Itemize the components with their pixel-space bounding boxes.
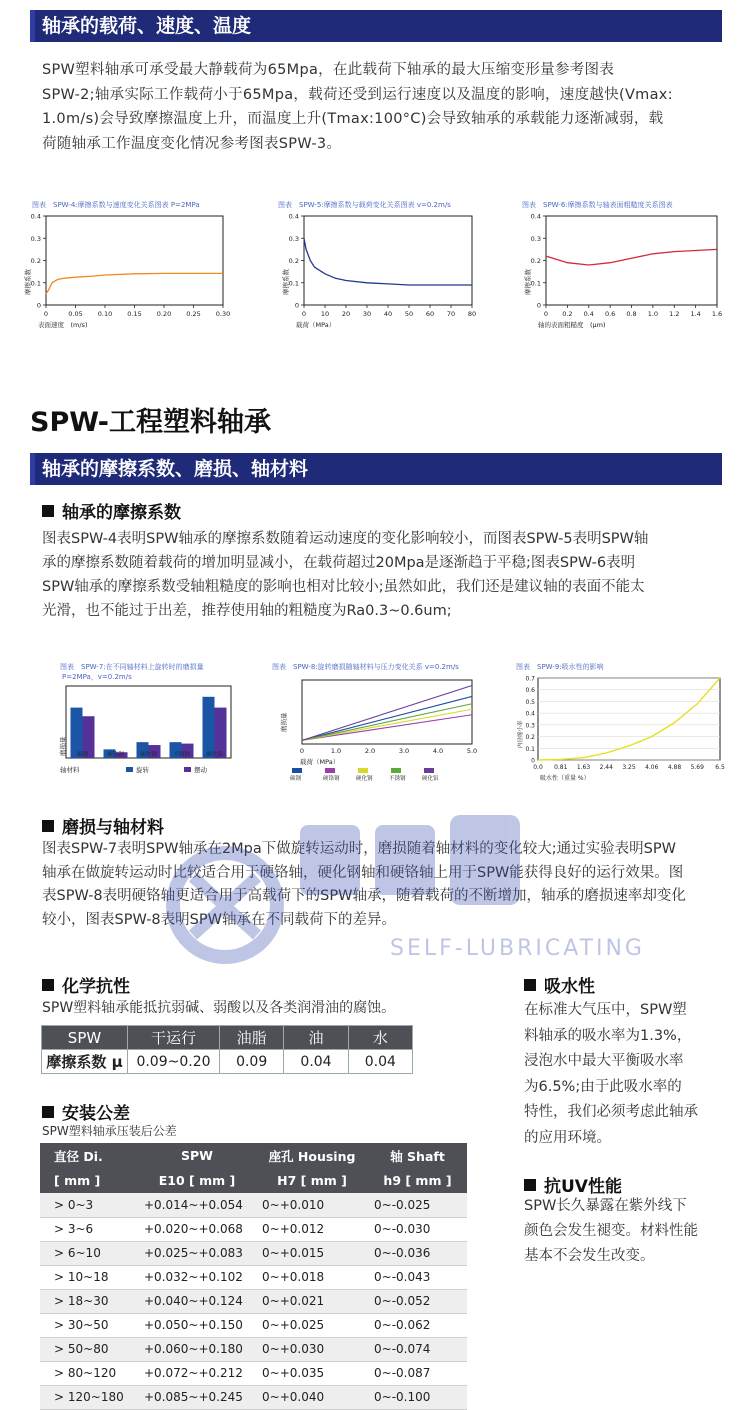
x-tick-label: 0.15 <box>127 310 142 318</box>
legend-label: 硬化钢 <box>356 776 373 782</box>
header-cell: 水 <box>348 1026 412 1050</box>
x-tick-label: 70 <box>446 310 456 318</box>
table-cell: 0~-0.062 <box>368 1313 467 1337</box>
text-line: 基本不会发生改变。 <box>524 1248 655 1264</box>
table-cell: 0~+0.012 <box>256 1217 368 1241</box>
y-tick-label: 0.2 <box>525 734 535 742</box>
intro-paragraph <box>42 58 722 156</box>
subheading-water <box>524 972 595 997</box>
plot-frame <box>46 216 223 305</box>
text-line: 浸泡水中最大平衡吸水率 <box>524 1053 684 1069</box>
chart-spw-7-plot <box>60 682 255 782</box>
chart-subtitle: P=2MPa，v=0.2m/s <box>62 673 132 681</box>
text-line: 的应用环境。 <box>524 1129 611 1146</box>
table-cell: 0.04 <box>348 1050 412 1074</box>
legend-label: 不锈钢 <box>389 776 406 782</box>
text-line: SPW塑料轴承可承受最大静载荷为65Mpa，在此载荷下轴承的最大压缩变形量参考图表 <box>42 62 615 78</box>
y-tick-label: 0 <box>36 301 41 310</box>
table-cell: 0~+0.025 <box>256 1313 368 1337</box>
header-cell: E10 [ mm ] <box>138 1168 256 1193</box>
text-line: 颜色会发生褪变。材料性能 <box>524 1223 698 1239</box>
x-tick-label: 0.4 <box>583 310 594 318</box>
x-tick-label: 1.63 <box>576 764 591 771</box>
chart-title: 图表 SPW-6:摩擦系数与轴表面粗糙度关系图表 <box>522 201 673 209</box>
chart-spw-8 <box>272 662 482 792</box>
x-tick-label: 0 <box>543 310 549 318</box>
subheading-label: 磨损与轴材料 <box>62 818 164 838</box>
x-tick-label: 0 <box>299 747 305 755</box>
table-cell: +0.050~+0.150 <box>138 1313 256 1337</box>
text-line: SPW长久暴露在紫外线下 <box>524 1198 687 1214</box>
bar-rotate <box>203 697 215 758</box>
x-tick-label: 0 <box>301 310 307 318</box>
subheading-label: 安装公差 <box>62 1104 130 1124</box>
table-cell: > 120~180 <box>40 1385 138 1409</box>
y-axis-label: 摩擦系数 <box>524 269 532 295</box>
wear-paragraph <box>42 838 722 932</box>
table-cell: +0.025~+0.083 <box>138 1241 256 1265</box>
subheading-friction <box>42 498 181 523</box>
table-row <box>40 1265 467 1289</box>
table-cell: 0~+0.010 <box>256 1193 368 1217</box>
y-axis-label: 内径缩小率 <box>518 720 524 748</box>
legend-swatch <box>358 768 368 773</box>
x-tick-label: 4.88 <box>667 764 682 771</box>
table-cell: 0~+0.030 <box>256 1337 368 1361</box>
subheading-tolerance <box>42 1099 130 1124</box>
uv-paragraph <box>524 1194 724 1269</box>
subheading-label: 轴承的摩擦系数 <box>62 503 181 523</box>
y-axis-label: 摩擦系数 <box>24 269 32 295</box>
x-tick-label: 0 <box>43 310 49 318</box>
plot-frame <box>538 678 720 760</box>
x-tick-label: 40 <box>383 310 393 318</box>
header-cell: SPW <box>42 1026 128 1050</box>
table-cell: 0.09 <box>220 1050 284 1074</box>
table-cell: +0.060~+0.180 <box>138 1337 256 1361</box>
table-cell: +0.040~+0.124 <box>138 1289 256 1313</box>
header-cell: 油脂 <box>220 1026 284 1050</box>
table-cell: > 50~80 <box>40 1337 138 1361</box>
x-tick-label: 0.20 <box>156 310 172 318</box>
table-cell: > 3~6 <box>40 1217 138 1241</box>
text-line: 为6.5%;由于此吸水率的 <box>524 1078 682 1095</box>
water-paragraph <box>524 998 724 1151</box>
bar-swing <box>215 708 227 758</box>
chart-title: 图表 SPW-9:吸水性的影响 <box>516 663 604 671</box>
text-line: 在标准大气压中，SPW塑 <box>524 1002 687 1018</box>
y-tick-label: 0.2 <box>288 257 299 265</box>
x-tick-label: 5.0 <box>466 747 478 755</box>
chart-spw-4-plot <box>24 211 237 336</box>
y-tick-label: 0.1 <box>288 279 299 288</box>
table-cell: 0~+0.035 <box>256 1361 368 1385</box>
text-line: 承的摩擦系数随着载荷的增加明显减小，在载荷超过20Mpa是逐渐趋于平稳;图表SPW-6表明 <box>42 555 636 571</box>
x-tick-label: 0.05 <box>68 310 83 318</box>
x-tick-label: 1.2 <box>669 310 680 318</box>
header-cell: 干运行 <box>128 1026 220 1050</box>
y-tick-label: 0.5 <box>525 698 535 706</box>
table-cell: 0~+0.021 <box>256 1289 368 1313</box>
text-line: 轴承在做旋转运动时比较适合用于硬铬轴，硬化钢轴和硬铬轴上用于SPW能获得良好的运行效果。图 <box>42 864 684 881</box>
x-axis-label: 轴材料 <box>60 766 80 774</box>
table-cell: 0~-0.100 <box>368 1385 467 1409</box>
text-line: SPW轴承的摩擦系数受轴粗糙度的影响也相对比较小;虽然如此，我们还是建议轴的表面不能太 <box>42 579 645 595</box>
table-cell: 0~-0.025 <box>368 1193 467 1217</box>
x-tick-label: 80 <box>467 310 477 318</box>
category-label: 碳钢 <box>76 752 89 758</box>
table-cell: +0.085~+0.245 <box>138 1385 256 1409</box>
y-tick-label: 0.2 <box>30 257 41 265</box>
text-line: 荷随轴承工作温度变化情况参考图表SPW-3。 <box>42 135 342 152</box>
watermark-text: SELF-LUBRICATING <box>390 936 645 961</box>
table-header-row <box>42 1026 413 1050</box>
table-cell: > 0~3 <box>40 1193 138 1217</box>
x-tick-label: 30 <box>362 310 372 318</box>
legend-label: 硬化铝 <box>422 776 439 782</box>
x-axis-label: 载荷（MPa） <box>300 758 340 766</box>
y-tick-label: 0.3 <box>530 234 541 243</box>
table-row <box>40 1193 467 1217</box>
x-tick-label: 0.6 <box>604 310 616 318</box>
chart-title: 图表 SPW-8:旋转磨损随轴材料与压力变化关系 v=0.2m/s <box>272 663 459 671</box>
x-tick-label: 20 <box>341 310 351 318</box>
x-tick-label: 0.10 <box>97 310 113 318</box>
x-tick-label: 0.0 <box>533 764 543 771</box>
x-tick-label: 50 <box>404 310 414 318</box>
legend-label-rotate: 旋转 <box>136 766 149 774</box>
y-tick-label: 0.4 <box>288 212 299 221</box>
header-cell: 油 <box>284 1026 348 1050</box>
header-cell: SPW <box>138 1143 256 1168</box>
x-tick-label: 1.0 <box>330 747 342 755</box>
header-cell: h9 [ mm ] <box>368 1168 467 1193</box>
text-line: 特性，我们必须考虑此轴承 <box>524 1104 698 1120</box>
table-cell: +0.014~+0.054 <box>138 1193 256 1217</box>
table-row <box>42 1050 413 1074</box>
legend-label-swing: 摆动 <box>194 766 207 774</box>
y-tick-label: 0.3 <box>288 234 299 243</box>
category-label: 硬化钢 <box>140 752 157 758</box>
section-header-load-speed-temp: 轴承的载荷、速度、温度 <box>30 10 722 42</box>
y-axis-label: 摩擦系数 <box>282 269 290 295</box>
table-row <box>40 1217 467 1241</box>
legend-label: 碳钢 <box>290 776 302 782</box>
x-tick-label: 5.69 <box>690 764 704 771</box>
y-tick-label: 0.3 <box>30 234 41 243</box>
table-cell: 0~-0.043 <box>368 1265 467 1289</box>
text-line: 图表SPW-7表明SPW轴承在2Mpa下做旋转运动时，磨损随着轴材料的变化较大;通过实验表明SPW <box>42 841 676 857</box>
x-axis-label: 轴的表面粗糙度 (μm) <box>538 321 606 329</box>
subheading-label: 抗UV性能 <box>544 1177 622 1197</box>
subheading-wear <box>42 813 164 838</box>
chart-spw-9 <box>516 662 728 790</box>
x-tick-label: 6.5 <box>715 764 725 771</box>
table-cell: > 80~120 <box>40 1361 138 1385</box>
chart-spw-6 <box>522 200 727 335</box>
y-axis-label: 磨损量 <box>59 736 67 756</box>
table-header-row <box>40 1168 467 1193</box>
x-tick-label: 4.06 <box>645 764 659 771</box>
subheading-label: 化学抗性 <box>62 977 130 997</box>
legend-label: 硬铬钢 <box>323 776 340 782</box>
x-tick-label: 1.0 <box>647 310 659 318</box>
x-tick-label: 3.25 <box>622 764 636 771</box>
text-line: 较小，图表SPW-8表明SPW轴承在不同载荷下的差异。 <box>42 911 396 928</box>
y-tick-label: 0.4 <box>525 710 535 718</box>
x-tick-label: 2.44 <box>599 764 613 771</box>
x-tick-label: 60 <box>425 310 435 318</box>
y-tick-label: 0.6 <box>525 687 535 695</box>
table-header-row <box>40 1143 467 1168</box>
text-line: SPW-2;轴承实际工作载荷小于65Mpa，载荷还受到运行速度以及温度的影响，速度越快(Vmax: <box>42 86 673 103</box>
plot-frame <box>304 216 472 305</box>
friction-paragraph <box>42 527 722 623</box>
header-cell: 座孔 Housing <box>256 1143 368 1168</box>
chart-spw-5 <box>278 200 483 335</box>
table-row <box>40 1289 467 1313</box>
table-cell: 0~+0.040 <box>256 1385 368 1409</box>
table-cell: > 18~30 <box>40 1289 138 1313</box>
chart-spw-8-plot <box>272 672 482 792</box>
text-line: 料轴承的吸水率为1.3%， <box>524 1027 692 1044</box>
chart-spw-5-plot <box>278 211 483 336</box>
chart-title: 图表 SPW-4:摩擦系数与速度变化关系图表 P=2MPa <box>32 201 200 209</box>
x-tick-label: 1.4 <box>690 310 701 318</box>
category-label: 硬铬钢 <box>107 752 124 758</box>
x-tick-label: 0.81 <box>554 764 568 771</box>
header-cell: 轴 Shaft <box>368 1143 467 1168</box>
friction-coefficient-table <box>41 1025 413 1074</box>
table-row <box>40 1361 467 1385</box>
header-cell: 直径 Di. <box>40 1143 138 1168</box>
chart-spw-4 <box>24 200 237 335</box>
table-cell: 0~-0.074 <box>368 1337 467 1361</box>
header-cell: H7 [ mm ] <box>256 1168 368 1193</box>
row-label: 摩擦系数 μ <box>42 1050 128 1074</box>
y-tick-label: 0.1 <box>30 279 41 288</box>
category-label: 硬化铝 <box>206 752 223 758</box>
chart-spw-7 <box>60 662 255 782</box>
x-tick-label: 0.8 <box>626 310 637 318</box>
x-tick-label: 10 <box>320 310 330 318</box>
table-cell: > 10~18 <box>40 1265 138 1289</box>
section-header-friction-wear: 轴承的摩擦系数、磨损、轴材料 <box>30 453 722 485</box>
tolerance-caption: SPW塑料轴承压装后公差 <box>42 1124 177 1138</box>
table-cell: +0.032~+0.102 <box>138 1265 256 1289</box>
text-line: 1.0m/s)会导致摩擦温度上升，而温度上升(Tmax:100°C)会导致轴承的承载能力逐渐减弱，载 <box>42 111 664 127</box>
y-tick-label: 0 <box>531 757 535 765</box>
legend-swatch-swing <box>184 767 191 772</box>
plot-frame <box>546 216 717 305</box>
x-tick-label: 4.0 <box>432 747 444 755</box>
y-axis-label: 磨损量 <box>280 712 288 732</box>
x-axis-label: 表面速度 (m/s) <box>38 321 88 329</box>
y-tick-label: 0.1 <box>530 279 541 288</box>
y-tick-label: 0.1 <box>525 745 535 753</box>
chart-title: 图表 SPW-5:摩擦系数与载荷变化关系图表 v=0.2m/s <box>278 201 451 209</box>
table-cell: 0~-0.036 <box>368 1241 467 1265</box>
text-line: 光滑，也不能过于出差，推荐使用轴的粗糙度为Ra0.3~0.6um; <box>42 603 452 619</box>
text-line: 图表SPW-4表明SPW轴承的摩擦系数随着运动速度的变化影响较小，而图表SPW-5表明SPW轴 <box>42 531 649 547</box>
table-cell: 0~-0.052 <box>368 1289 467 1313</box>
x-tick-label: 2.0 <box>364 747 376 755</box>
x-tick-label: 0.25 <box>186 310 201 318</box>
page-title: SPW-工程塑料轴承 <box>30 407 272 438</box>
table-cell: +0.072~+0.212 <box>138 1361 256 1385</box>
table-row <box>40 1337 467 1361</box>
chart-spw-6-plot <box>522 211 727 336</box>
header-cell: [ mm ] <box>40 1168 138 1193</box>
category-label: 不锈钢 <box>173 752 190 758</box>
table-cell: 0~+0.018 <box>256 1265 368 1289</box>
text-line: 表SPW-8表明硬铬轴更适合用于高载荷下的SPW轴承，随着载荷的不断增加，轴承的磨损速率却变化 <box>42 888 686 904</box>
table-cell: 0~-0.030 <box>368 1217 467 1241</box>
chemical-text: SPW塑料轴承能抵抗弱碱、弱酸以及各类润滑油的腐蚀。 <box>42 1000 396 1016</box>
x-tick-label: 0.2 <box>562 310 573 318</box>
x-tick-label: 1.6 <box>711 310 723 318</box>
table-cell: > 6~10 <box>40 1241 138 1265</box>
y-tick-label: 0.4 <box>530 212 541 221</box>
subheading-chemical <box>42 972 130 997</box>
chart-title: 图表 SPW-7:在不同轴材料上旋转时的磨损量 <box>60 663 204 671</box>
table-row <box>40 1385 467 1409</box>
x-axis-label: 吸水性（重量 %） <box>540 775 590 782</box>
table-cell: 0~+0.015 <box>256 1241 368 1265</box>
chart-spw-9-plot <box>516 672 728 790</box>
table-cell: 0.09~0.20 <box>128 1050 220 1074</box>
legend-swatch <box>325 768 335 773</box>
y-tick-label: 0.7 <box>525 675 535 683</box>
table-cell: > 30~50 <box>40 1313 138 1337</box>
table-row <box>40 1313 467 1337</box>
y-tick-label: 0.2 <box>530 257 541 265</box>
table-row <box>40 1241 467 1265</box>
tolerance-table <box>40 1143 467 1410</box>
y-tick-label: 0 <box>294 301 299 310</box>
bar-rotate <box>71 708 83 758</box>
legend-swatch-rotate <box>126 767 133 772</box>
legend-swatch <box>292 768 302 773</box>
legend-swatch <box>391 768 401 773</box>
subheading-label: 吸水性 <box>544 977 595 997</box>
x-tick-label: 3.0 <box>398 747 410 755</box>
x-tick-label: 0.30 <box>215 310 231 318</box>
table-cell: 0.04 <box>284 1050 348 1074</box>
y-tick-label: 0.4 <box>30 212 41 221</box>
table-cell: 0~-0.087 <box>368 1361 467 1385</box>
x-axis-label: 载荷（MPa） <box>296 321 336 329</box>
y-tick-label: 0 <box>536 301 541 310</box>
table-cell: +0.020~+0.068 <box>138 1217 256 1241</box>
y-tick-label: 0.3 <box>525 722 535 730</box>
legend-swatch <box>424 768 434 773</box>
